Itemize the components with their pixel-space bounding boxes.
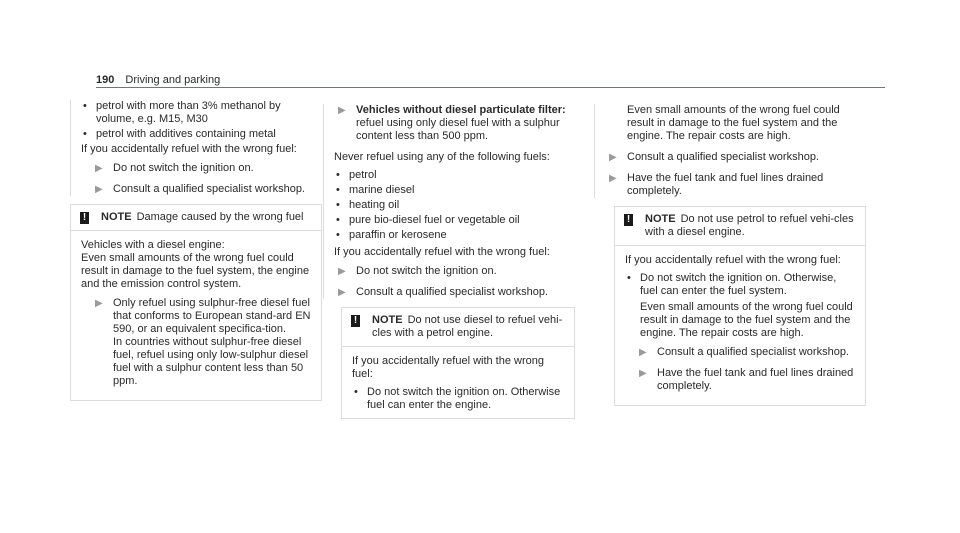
warning-icon: ! [624, 214, 633, 226]
header-rule [96, 87, 885, 88]
note-header [615, 207, 865, 246]
page-number: 190 [96, 74, 115, 86]
action-text: Consult a qualified specialist workshop. [113, 183, 305, 195]
action-step [615, 367, 855, 393]
action-text: Have the fuel tank and fuel lines drained completely. [657, 367, 854, 392]
action-step [324, 104, 575, 143]
action-step [595, 104, 846, 143]
action-step [324, 286, 575, 299]
action-bold-text: Vehicles without diesel particulate filter: [356, 104, 566, 116]
note-label: NOTE [101, 211, 132, 223]
bullet-icon: • [336, 229, 340, 241]
action-text: Have the fuel tank and fuel lines drained completely. [627, 172, 824, 197]
bullet-icon: • [83, 100, 87, 112]
note-box [70, 204, 322, 401]
list-item-text: Do not switch the ignition on. Otherwise, fuel can enter the fuel system. [640, 272, 837, 297]
list-item [334, 169, 575, 182]
arrow-right-icon: ▶ [609, 173, 617, 184]
column-2 [323, 100, 575, 427]
list-item-text: petrol with additives containing metal [96, 128, 276, 140]
paragraph: Never refuel using any of the following fuels: [334, 151, 550, 163]
bullet-icon: • [83, 128, 87, 140]
column-3 [594, 104, 854, 414]
page-header [96, 74, 220, 87]
action-step [615, 346, 855, 359]
arrow-right-icon: ▶ [639, 368, 647, 379]
action-text: Do not switch the ignition on. [113, 162, 254, 174]
list-item-text: marine diesel [349, 184, 415, 196]
note-header [342, 308, 574, 347]
list-item [81, 128, 322, 141]
arrow-right-icon: ▶ [338, 266, 346, 277]
note-label: NOTE [645, 213, 676, 225]
note-title: Do not use diesel to refuel vehi-cles with a petrol engine. [372, 314, 563, 339]
note-title: Damage caused by the wrong fuel [136, 211, 304, 223]
arrow-right-icon: ▶ [639, 347, 647, 358]
note-box [341, 307, 575, 419]
bullet-icon: • [336, 199, 340, 211]
paragraph: Even small amounts of the wrong fuel could result in damage to the fuel system and the engine. The repair costs are high. [640, 301, 853, 339]
list-item-text: heating oil [349, 199, 400, 211]
list-item-text: Do not switch the ignition on. Otherwise fuel can enter the engine. [367, 386, 561, 411]
bullet-icon: • [336, 214, 340, 226]
action-text: Consult a qualified specialist workshop. [627, 151, 819, 163]
list-item [334, 184, 575, 197]
list-item [81, 100, 322, 126]
action-step [324, 265, 575, 278]
column-3-block [594, 104, 846, 198]
list-item-text: petrol [349, 169, 377, 181]
note-header [71, 205, 321, 231]
paragraph: Even small amounts of the wrong fuel could result in damage to the fuel system, the engine and the emission control system. [81, 252, 310, 290]
list-item [334, 199, 575, 212]
action-text: Do not switch the ignition on. [356, 265, 497, 277]
arrow-right-icon: ▶ [609, 152, 617, 163]
arrow-right-icon: ▶ [338, 105, 346, 116]
list-item [334, 214, 575, 227]
warning-icon: ! [351, 315, 360, 327]
action-text: In countries without sulphur-free diesel fuel, refuel using only low-sulphur diesel fuel with a sulphur content less than 50 ppm. [113, 336, 309, 387]
bullet-icon: • [627, 272, 631, 284]
list-item-text: petrol with more than 3% methanol by volume, e.g. M15, M30 [96, 100, 281, 125]
arrow-right-icon: ▶ [95, 184, 103, 195]
action-text: Even small amounts of the wrong fuel could result in damage to the fuel system and the engine. The repair costs are high. [627, 104, 840, 142]
action-text: refuel using only diesel fuel with a sulphur content less than 500 ppm. [356, 117, 560, 142]
note-body [615, 246, 865, 405]
paragraph: If you accidentally refuel with the wrong fuel: [625, 254, 841, 266]
column-1 [70, 100, 322, 409]
note-box [614, 206, 866, 406]
bullet-icon: • [354, 386, 358, 398]
action-text: Consult a qualified specialist workshop. [657, 346, 849, 358]
action-text: Only refuel using sulphur-free diesel fuel that conforms to European stand-ard EN 590, or an equivalent specifica-tion. [113, 297, 311, 335]
column-1-block [70, 100, 322, 196]
paragraph: If you accidentally refuel with the wrong fuel: [352, 355, 544, 380]
note-title: Do not use petrol to refuel vehi-cles with a diesel engine. [645, 213, 854, 238]
arrow-right-icon: ▶ [95, 298, 103, 309]
action-step [81, 162, 322, 175]
bullet-icon: • [336, 184, 340, 196]
action-step [71, 297, 311, 388]
list-item-text: pure bio-diesel fuel or vegetable oil [349, 214, 520, 226]
note-body [342, 347, 574, 418]
action-step [595, 151, 846, 164]
paragraph: Vehicles with a diesel engine: [81, 239, 225, 251]
arrow-right-icon: ▶ [95, 163, 103, 174]
note-label: NOTE [372, 314, 403, 326]
action-step [595, 172, 846, 198]
list-item [625, 272, 855, 340]
arrow-right-icon: ▶ [338, 287, 346, 298]
warning-icon: ! [80, 212, 89, 224]
list-item [334, 229, 575, 242]
action-text: Consult a qualified specialist workshop. [356, 286, 548, 298]
section-title: Driving and parking [125, 74, 221, 86]
list-item [352, 386, 564, 412]
action-step [81, 183, 322, 196]
paragraph: If you accidentally refuel with the wrong fuel: [81, 143, 297, 155]
list-item-text: paraffin or kerosene [349, 229, 447, 241]
bullet-icon: • [336, 169, 340, 181]
column-2-block [323, 104, 575, 299]
note-body [71, 231, 321, 400]
paragraph: If you accidentally refuel with the wrong fuel: [334, 246, 550, 258]
